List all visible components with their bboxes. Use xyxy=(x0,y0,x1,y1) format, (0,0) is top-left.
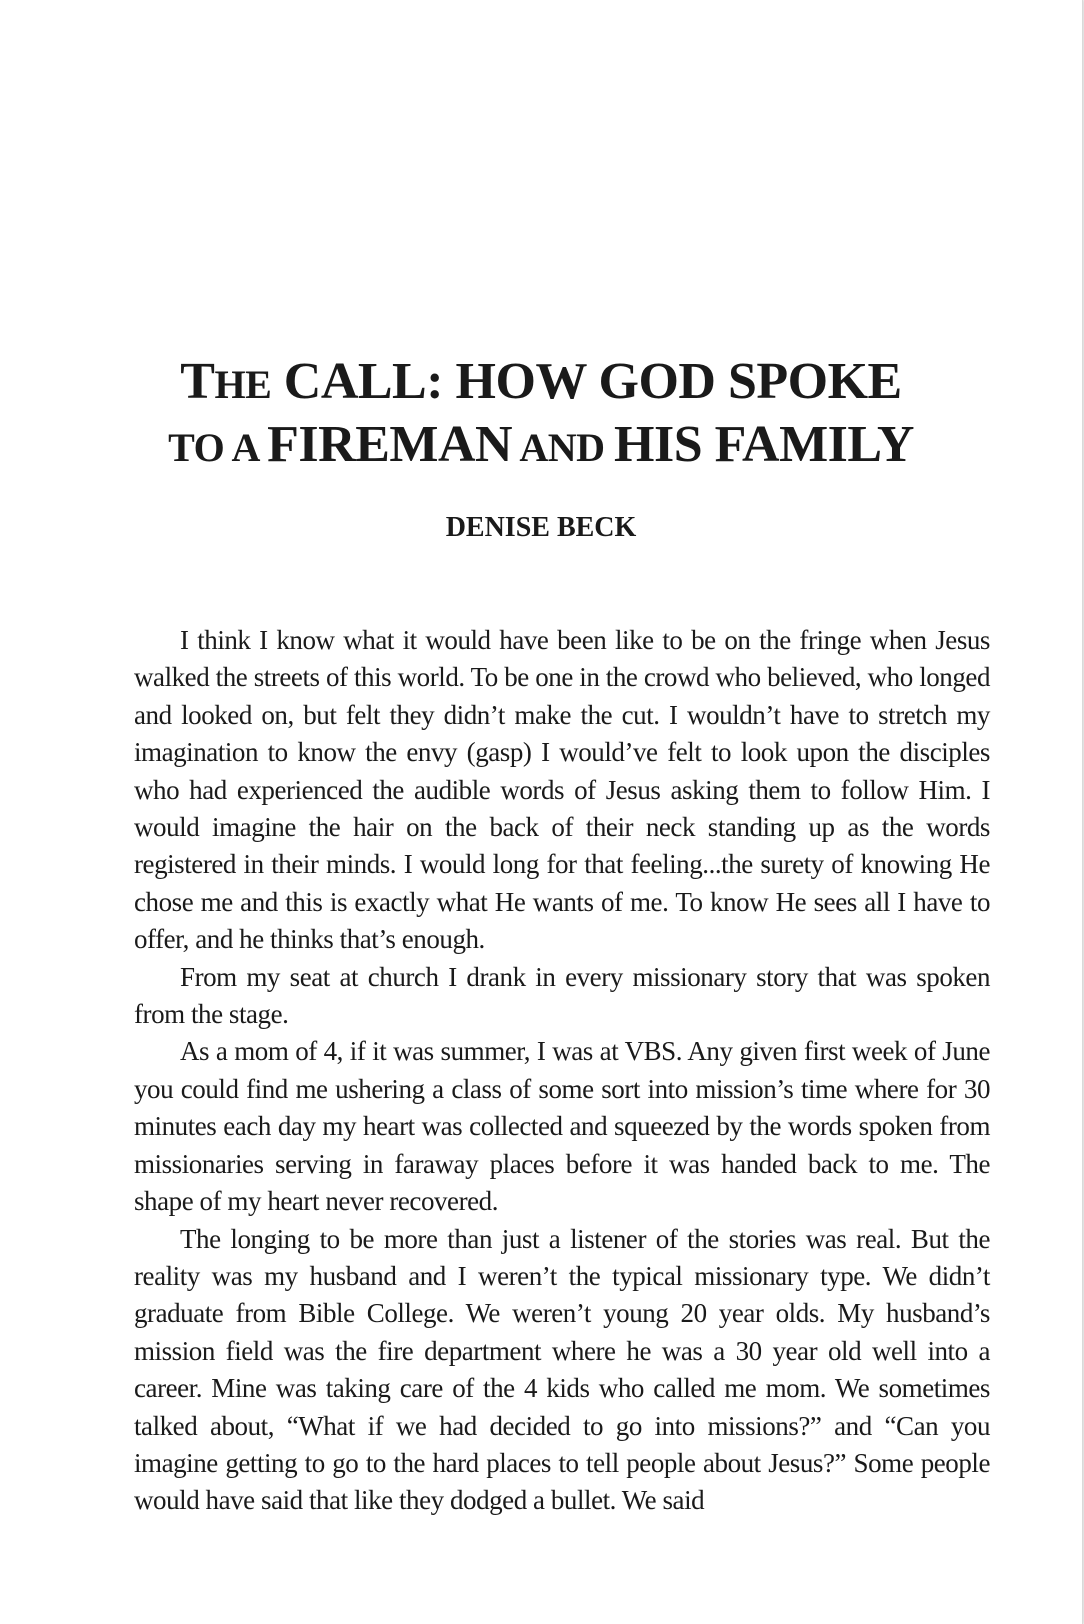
paragraph: From my seat at church I drank in every missionary story that was spoken from the stage. xyxy=(134,961,990,1030)
title-small-caps: TO A xyxy=(168,425,268,470)
chapter-title xyxy=(0,352,1082,478)
paragraph: As a mom of 4, if it was summer, I was at VBS. Any given first week of June you could find me ushering a class of some sort into mission’s time where for 30 minutes each day my heart was collected and squeezed by the words spoken from missionaries serving in faraway places before it was handed back to me. The shape of my heart never recovered. xyxy=(134,1036,990,1217)
title-small-caps: AND xyxy=(512,425,615,470)
paragraph: The longing to be more than just a listener of the stories was real. But the reality was my husband and I weren’t the typical missionary type. We didn’t graduate from Bible College. We weren’t young 20 year olds. My husband’s mission field was the fire department where he was a 30 year old well into a career. Mine was taking care of the 4 kids who called me mom. We sometimes talked about, “What if we had decided to go into missions?” and “Can you imagine getting to go to the hard places to tell people about Jesus?” Some people would have said that like they dodged a bullet. We said xyxy=(134,1223,990,1516)
title-text: HIS FAMILY xyxy=(614,416,914,473)
chapter-title-line-1 xyxy=(0,352,1082,415)
chapter-body xyxy=(134,622,990,1520)
title-small-caps: HE xyxy=(214,362,272,407)
title-text: FIREMAN xyxy=(267,416,513,473)
title-text: CALL: HOW GOD SPOKE xyxy=(271,353,902,410)
title-initial-cap: T xyxy=(180,353,215,410)
chapter-title-line-2 xyxy=(0,415,1082,478)
paragraph: I think I know what it would have been like to be on the fringe when Jesus walked the streets of this world. To be one in the crowd who believed, who longed and looked on, but felt they didn’t make the cut. I wouldn’t have to stretch my imagination to know the envy (gasp) I would’ve felt to look upon the disciples who had experienced the audible words of Jesus asking them to follow Him. I would imagine the hair on the back of their neck standing up as the words registered in their minds. I would long for that feeling...the surety of knowing He chose me and this is exactly what He wants of me. To know He sees all I have to offer, and he thinks that’s enough. xyxy=(134,625,990,955)
chapter-author: DENISE BECK xyxy=(445,512,637,543)
